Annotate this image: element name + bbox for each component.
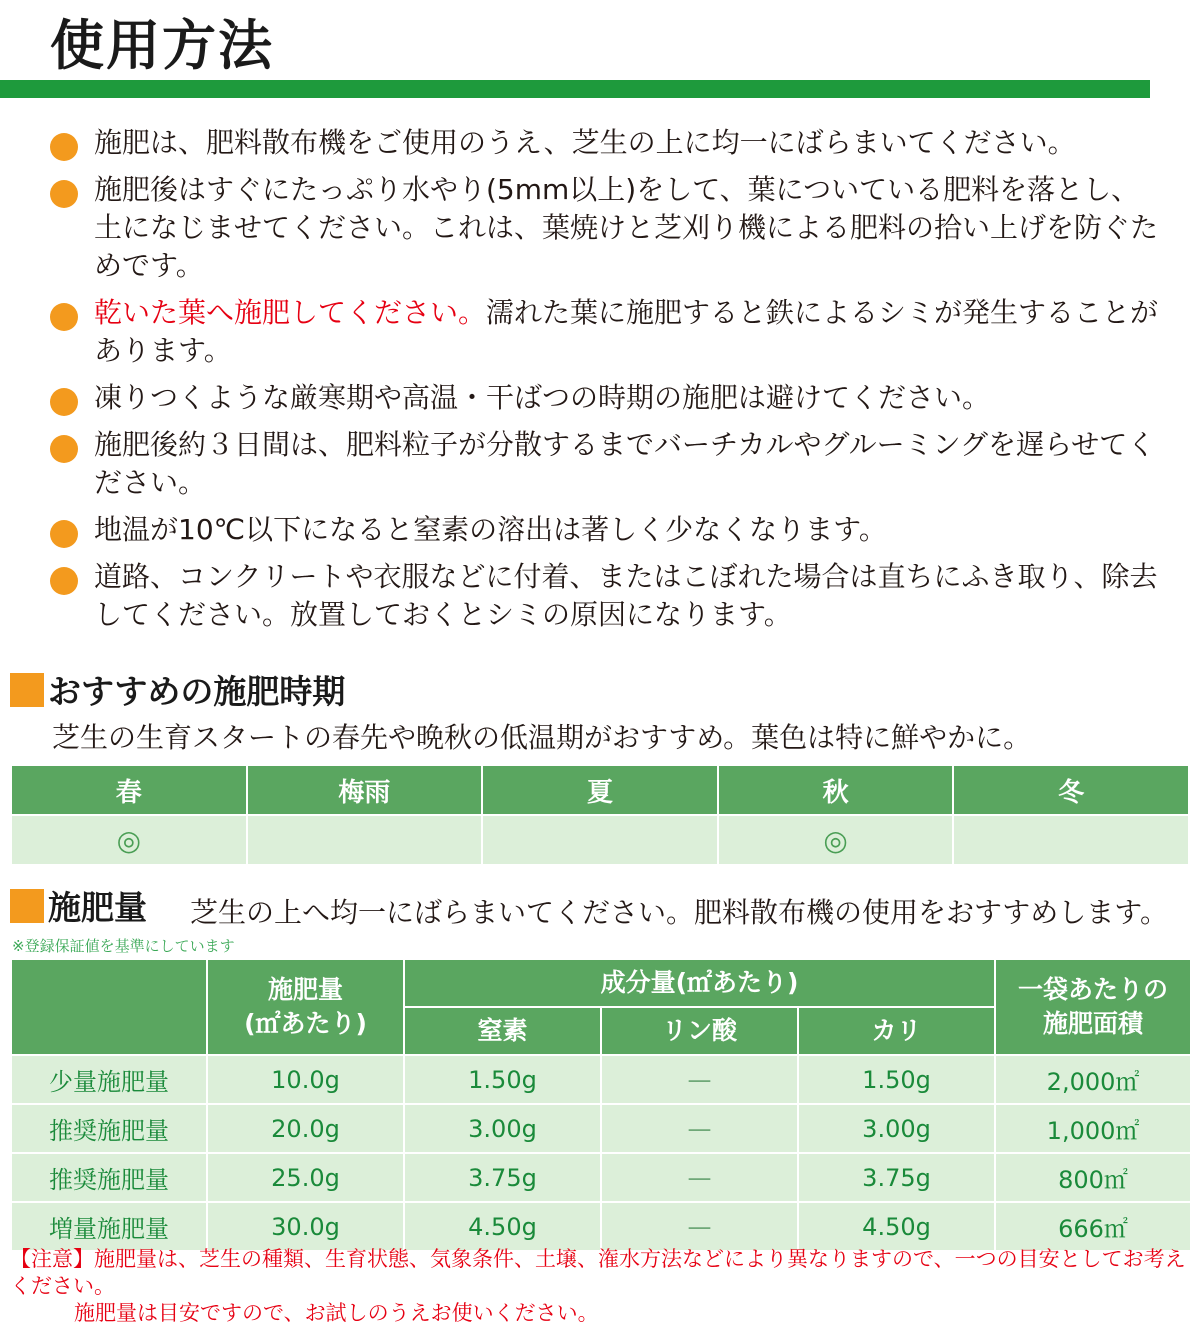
list-item [50,294,1160,370]
season-header-spring: 春 [11,765,247,815]
amount-header [207,959,404,1055]
row-label-header [11,959,207,1055]
table-row [11,1153,1191,1202]
list-item [50,379,1160,417]
amount-value: 30.0g [207,1202,404,1251]
components-header: 成分量(㎡あたり) [404,959,995,1007]
amount-header-label: 施肥量 [267,975,343,1004]
amount-header-unit: (㎡あたり) [244,1009,367,1038]
title-underline [0,80,1150,98]
bullet-text: 道路、コンクリートや衣服などに付着、またはこぼれた場合は直ちにふき取り、除去してください。放置しておくとシミの原因になります。 [94,560,1158,631]
season-description: 芝生の生育スタートの春先や晩秋の低温期がおすすめ。葉色は特に鮮やかに。 [52,721,1032,754]
nitrogen-value: 1.50g [404,1055,601,1104]
warning-text: 乾いた葉へ施肥してください。 [94,296,487,329]
season-mark-summer [482,815,718,865]
season-header-autumn: 秋 [718,765,954,815]
bullet-text: 凍りつくような厳寒期や高温・干ばつの時期の施肥は避けてください。 [94,381,991,414]
area-value: 800㎡ [995,1153,1191,1202]
amount-value: 10.0g [207,1055,404,1104]
area-value: 666㎡ [995,1202,1191,1251]
list-item [50,171,1160,285]
phosphoric-value: — [601,1153,798,1202]
potash-header: カリ [798,1007,995,1055]
phosphoric-value: — [601,1055,798,1104]
season-header-rainy: 梅雨 [247,765,483,815]
season-heading-text: おすすめの施肥時期 [48,672,346,711]
amount-value: 25.0g [207,1153,404,1202]
potash-value: 3.00g [798,1104,995,1153]
caution-line-1: 【注意】施肥量は、芝生の種類、生育状態、気象条件、土壌、潅水方法などにより異なりますので、一つの目安としてお考えください。 [10,1247,1186,1298]
row-label: 推奨施肥量 [11,1153,207,1202]
amount-table [10,958,1192,1252]
bullet-text: 施肥後約３日間は、肥料粒子が分散するまでバーチカルやグルーミングを遅らせてください。 [94,428,1156,499]
amount-heading-text: 施肥量 [48,888,147,927]
row-label: 増量施肥量 [11,1202,207,1251]
potash-value: 4.50g [798,1202,995,1251]
season-mark-winter [953,815,1189,865]
nitrogen-value: 3.00g [404,1104,601,1153]
nitrogen-header: 窒素 [404,1007,601,1055]
season-mark-autumn: ◎ [718,815,954,865]
caution-line-2: 施肥量は目安ですので、お試しのうえお使いください。 [74,1301,599,1325]
list-item [50,511,1160,549]
season-header-summer: 夏 [482,765,718,815]
area-header-line2: 施肥面積 [1043,1009,1144,1038]
season-table [10,764,1190,866]
list-item [50,558,1160,634]
season-header-winter: 冬 [953,765,1189,815]
usage-bullet-list [50,124,1160,643]
table-row [11,1055,1191,1104]
area-header-line1: 一袋あたりの [1018,975,1169,1004]
caution-footnote [10,1246,1195,1327]
amount-description: 芝生の上へ均一にばらまいてください。肥料散布機の使用をおすすめします。 [190,896,1169,929]
area-header [995,959,1191,1055]
bullet-text: 施肥後はすぐにたっぷり水やり(5mm以上)をして、葉についている肥料を落とし、土になじませてください。これは、葉焼けと芝刈り機による肥料の拾い上げを防ぐためです。 [94,173,1159,282]
page-title: 使用方法 [50,14,274,77]
orange-bullet-icon [50,180,78,208]
table-row [11,815,1189,865]
amount-section-heading [10,888,147,928]
phosphoric-value: — [601,1202,798,1251]
list-item [50,426,1160,502]
nitrogen-value: 4.50g [404,1202,601,1251]
potash-value: 3.75g [798,1153,995,1202]
season-mark-rainy [247,815,483,865]
orange-bullet-icon [50,133,78,161]
season-section-heading [10,672,345,712]
bullet-text: 濡れた葉に施肥すると鉄によるシミが発生することがあります。 [94,296,1159,367]
row-label: 少量施肥量 [11,1055,207,1104]
area-value: 1,000㎡ [995,1104,1191,1153]
guarantee-note: ※登録保証値を基準にしています [12,937,235,955]
orange-bullet-icon [50,567,78,595]
table-row [11,1104,1191,1153]
table-header-row [11,959,1191,1007]
bullet-text: 施肥は、肥料散布機をご使用のうえ、芝生の上に均一にばらまいてください。 [94,126,1076,159]
season-mark-spring: ◎ [11,815,247,865]
amount-value: 20.0g [207,1104,404,1153]
orange-square-icon [10,889,44,923]
phosphoric-header: リン酸 [601,1007,798,1055]
orange-bullet-icon [50,435,78,463]
table-row [11,1202,1191,1251]
list-item [50,124,1160,162]
nitrogen-value: 3.75g [404,1153,601,1202]
row-label: 推奨施肥量 [11,1104,207,1153]
orange-bullet-icon [50,520,78,548]
table-header-row [11,765,1189,815]
orange-square-icon [10,673,44,707]
area-value: 2,000㎡ [995,1055,1191,1104]
phosphoric-value: — [601,1104,798,1153]
orange-bullet-icon [50,303,78,331]
potash-value: 1.50g [798,1055,995,1104]
bullet-text: 地温が10℃以下になると窒素の溶出は著しく少なくなります。 [94,513,887,546]
orange-bullet-icon [50,388,78,416]
